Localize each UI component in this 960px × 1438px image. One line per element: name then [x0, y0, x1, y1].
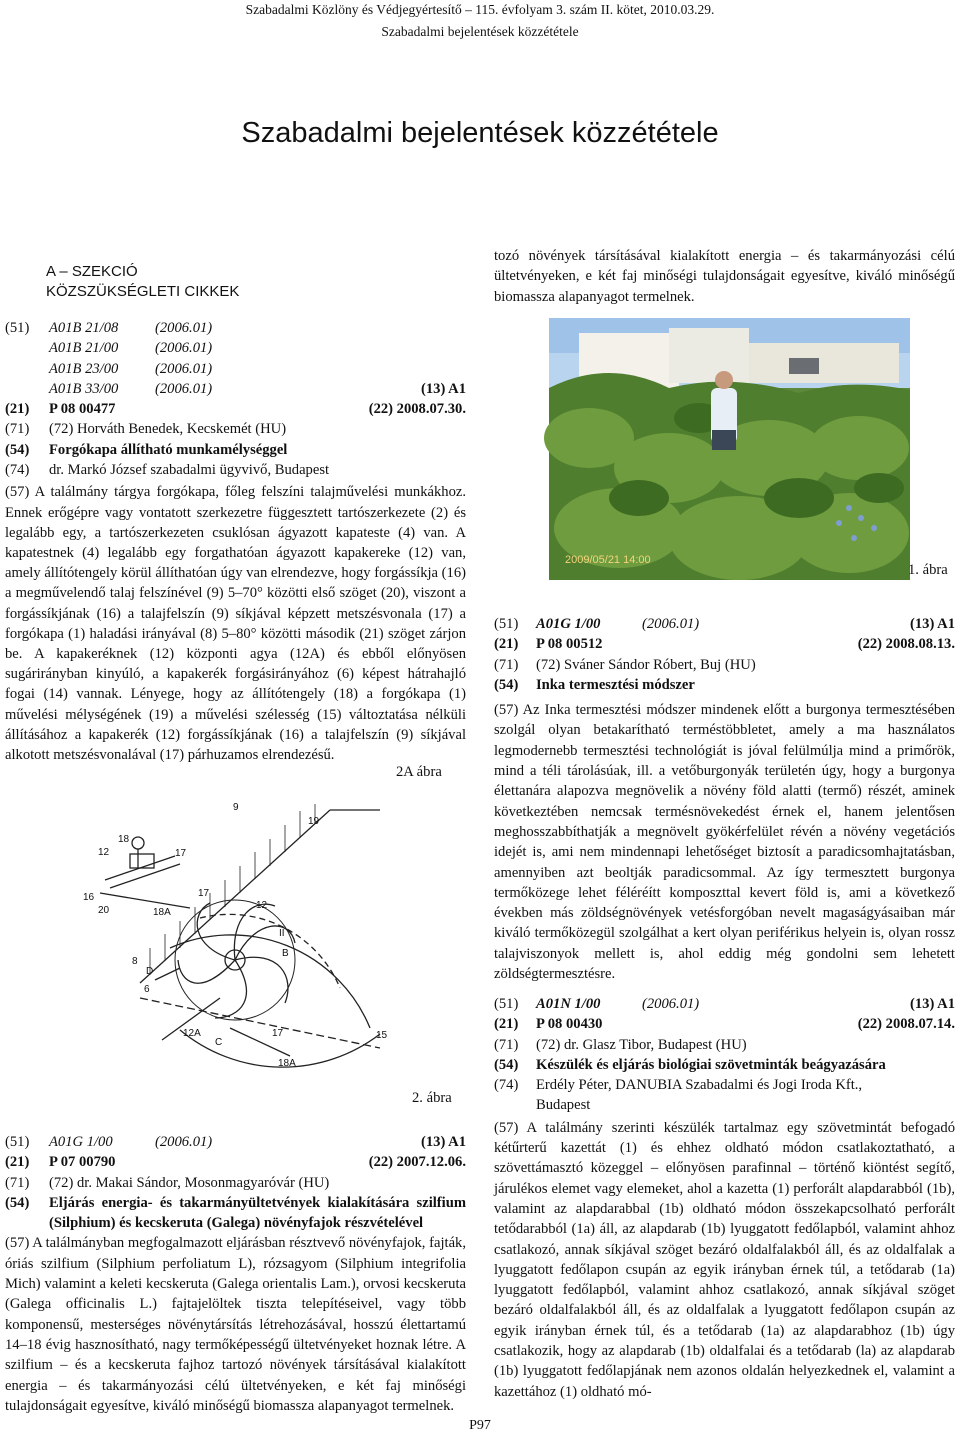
field-photo [549, 318, 910, 580]
page-number: P97 [469, 1418, 491, 1433]
class-code: A01B 21/00 [49, 340, 119, 357]
field-code-71: (71) [494, 1036, 519, 1053]
label-18: 18 [118, 834, 130, 845]
label-b: B [282, 948, 289, 959]
figure-label-2a: 2A ábra [396, 764, 442, 780]
applicant: (72) dr. Makai Sándor, Mosonmagyaróvár (HU) [49, 1174, 330, 1191]
applicant: (72) dr. Glasz Tibor, Budapest (HU) [536, 1036, 747, 1053]
kind-code: (13) A1 [421, 380, 466, 397]
title-row [494, 1055, 955, 1075]
class-date: (2006.01) [155, 1134, 213, 1150]
entry-3 [494, 614, 955, 984]
application-number: P 07 00790 [49, 1154, 116, 1171]
filing-date: (22) 2008.07.14. [857, 1016, 955, 1033]
label-9: 9 [233, 802, 239, 813]
class-row [5, 1132, 466, 1152]
tiller-drawing [80, 798, 400, 1094]
label-17: 17 [175, 848, 187, 859]
agent-row [494, 1075, 955, 1095]
class-code: A01B 21/08 [49, 320, 119, 336]
class-code: A01B 33/00 [49, 380, 119, 397]
kind-code: (13) A1 [910, 996, 955, 1012]
kind-code: (13) A1 [421, 1134, 466, 1150]
figure-label-2: 2. ábra [412, 1090, 452, 1106]
filing-date: (22) 2008.07.30. [368, 401, 466, 418]
label-18a-b: 18A [278, 1058, 296, 1069]
class-date: (2006.01) [155, 360, 213, 377]
applicant: (72) Horváth Benedek, Kecskemét (HU) [49, 421, 287, 438]
field-code-74: (74) [494, 1077, 519, 1094]
field-code-71: (71) [5, 421, 30, 438]
class-date: (2006.01) [642, 616, 700, 632]
field-code-51: (51) [5, 320, 30, 336]
field-code-54: (54) [494, 676, 519, 693]
field-code-51: (51) [494, 996, 519, 1012]
label-20: 20 [98, 905, 110, 916]
kind-code: (13) A1 [910, 616, 955, 632]
invention-title: Forgókapa állítható munkamélységgel [49, 441, 288, 458]
journal-header: Szabadalmi Közlöny és Védjegyértesítő – 115. évfolyam 3. szám II. kötet, 2010.03.29. [245, 2, 715, 17]
field-code-71: (71) [494, 656, 519, 673]
field-code-21: (21) [5, 401, 30, 418]
class-code: A01N 1/00 [536, 996, 601, 1012]
label-17b: 17 [198, 888, 210, 899]
abstract: (57) A találmányban megfogalmazott eljárásban résztvevő növényfajok, fajták, óriás szilfium (Silphium perfoliatum L), rózsagyom (Silphium integrifolia Mich) valamint a keleti kecskeruta (Galega orientalis Lam.), orvosi kecskeruta (Galega officinalis L.) fajtajelöltek tiszta telepítéseivel, vagy több komponensű, mesterséges növénytársítás létrehozásával, hosszú élettartamú 14–18 évig hasznosítható, nagy termőképességű ültetvényeket hoznak létre. A szilfium – és a kecskeruta fajhoz tartozó növények társításával kialakított energia – és takarmányozási célú ültetvényeken, e két faj minőségi tulajdonságait egyesítve, kiváló minőségű biomassza alapanyagot termelnek. [5, 1235, 466, 1414]
agent-row-2 [494, 1095, 955, 1115]
title-row [5, 1193, 466, 1234]
field-code-71: (71) [5, 1174, 30, 1191]
label-16: 16 [83, 892, 95, 903]
class-code: A01B 23/00 [49, 360, 119, 377]
application-number: P 08 00477 [49, 401, 116, 418]
filing-date: (22) 2008.08.13. [857, 636, 955, 653]
applicant-row [494, 1035, 955, 1055]
label-8: 8 [132, 956, 138, 967]
entry-2 [5, 1132, 466, 1414]
label-18a: 18A [153, 907, 171, 918]
class-date: (2006.01) [155, 380, 213, 397]
class-date: (2006.01) [642, 996, 700, 1012]
label-ii: II [279, 928, 285, 939]
label-12b: 12 [256, 900, 268, 911]
class-row [5, 359, 466, 379]
section-header: Szabadalmi bejelentések közzététele [381, 24, 579, 39]
application-row [5, 1152, 466, 1172]
label-d: D [146, 966, 154, 977]
abstract-continuation: tozó növények társításával kialakított energia – és takarmányozási célú ültetvényeken, e két faj minőségi tulajdonságait egyesítve, kiváló minőségű biomassza alapanyagot termelnek. [494, 248, 955, 305]
field-code-54: (54) [5, 441, 30, 458]
figure-label-1: 1. ábra [908, 562, 948, 578]
label-c: C [215, 1037, 223, 1048]
applicant-row [494, 655, 955, 675]
photo-timestamp: 2009/05/21 14:00 [565, 554, 651, 566]
application-row [5, 399, 466, 419]
label-17c: 17 [272, 1028, 284, 1039]
class-row [5, 338, 466, 358]
section-line-2: KÖZSZÜKSÉGLETI CIKKEK [46, 283, 240, 300]
field-code-21: (21) [494, 636, 519, 653]
title-row [5, 440, 466, 460]
agent-row [5, 460, 466, 480]
label-15: 15 [376, 1030, 388, 1041]
section-heading [46, 262, 239, 302]
class-code: A01G 1/00 [536, 616, 601, 632]
abstract: (57) A találmány tárgya forgókapa, főleg felszíni talajművelési munkákhoz. Ennek erőgépre vagy vontatott szerkezetre függesztett tartószerkezete (2) és legalább egy, a tartószerkezeten csuklósan ágyazott kapateste (4) van. A kapatestnek (4) legalább egy forgathatóan ágyazott kapakereke (12) van, amely állítótengely körül állíthatóan úgy van elrendezve, hogy forgássíkja (16) a megművelendő talaj felszínével (9) 5–70° közötti első szöget (20), viszont a forgássíkjának (16) a talajfelszín (9) síkjával képzett metszésvonala (17) a forgókapa (1) haladási irányával (8) 5–80° közötti második (21) szöget zárjon be. A kapakeréknek (12) központi agya (12A) és ebből előnyösen sugárirányban kinyúló, a kapakerék forgásirányához (6) képest hátrahajló fogai (14) vannak. Lényege, hogy az állítótengely (18) a forgókapa (1) művelési mélységének (19) a művelési szélesség (15) változtatása nélküli állításához a kapakerék (12) forgássíkjának (16) a talajfelszín (9) síkjával alkotott metszésvonalával (17) párhuzamos elrendezésű. [5, 484, 466, 764]
field-code-51: (51) [494, 616, 519, 632]
field-code-74: (74) [5, 462, 30, 479]
class-date: (2006.01) [155, 320, 213, 336]
application-number: P 08 00512 [536, 636, 603, 653]
class-row [494, 614, 955, 634]
applicant-row [5, 419, 466, 439]
applicant: (72) Sváner Sándor Róbert, Buj (HU) [536, 656, 756, 673]
class-row [5, 379, 466, 399]
title-row [494, 675, 955, 695]
abstract: (57) A találmány szerinti készülék tartalmaz egy szövetmintát befogadó kétűrterű kazettát (1) és ehhez oldható módon csatlakoztatható, a szövettámasztó közeggel – előnyösen parafinnal – történő kiöntést segítő, járulékos elemet vagy elemeket, ahol a kazetta (1) perforált alapdarabból (1b), valamint az alapdarabbal (1b) oldható módon összekapcsolható perforált tetődarabból (1a) áll, az alapdarab (1b) lyuggatott fedőlapból, valamint ahhoz csatlakozó, annak síkjával szöget bezáró oldalfalakból áll, és az oldalfalak a lyuggatott fedőlapon csupán az egyik irányban érnek túl, a tetődarab (1a) lyuggatott fedőlapból, valamint ahhoz csatlakozó, annak síkjával szöget bezáró oldalfalakból áll, és az oldalfalak a lyuggatott fedőlapon csupán az egyik irányban érnek túl, és a tetődarab (1a) az alapdarabhoz (1b) úgy csatlakozik, hogy az alapdarab (1b) oldalfalai és a tetődarab (la) az alapdarab (1b) lyuggatott fedőlapjának nem azonos oldalán helyezkednek el, valamint a kazettához (1) oldható mó- [494, 1119, 955, 1400]
application-row [494, 634, 955, 654]
abstract: (57) Az Inka termesztési módszer mindenek előtt a burgonya termesztésében szolgál olyan betakarítható terméstöbbletet, amely a ma használatos legmodernebb termesztési technológiát is jóval felülmúlja mind a primőrök, mind a téli tárolásúak, ill. a vetőburgonyák területén úgy, hogy a burgonya élettanára alapozva megnövelik a növény föld alatti (termő) részét, aminek következtében nemcsak termésnövekedést érnek el, hanem jelentősen meghosszabbíthatják a megnövelt gyökérfelület révén a növény vegetációs idejét is, ami nem mindennapi lehetőséget biztosít a paradicsomhajtatásban, amennyiben azt beoltják paradicsommal. Az így termesztett burgonya termőközege lehet féléréítt komposzttal kevert föld is, ami a következő években más zöldségnövények vetésforgóban nevelt magaságyásaiban már kiváló termőközegül szolgálhat a kert olyan periférikus helyein is, olyan rossz talajviszonyok mellett is, ahol eddig még gondolni sem lehetett zöldségtermesztésre. [494, 702, 955, 983]
agent-city: Budapest [536, 1097, 591, 1114]
field-code-54: (54) [494, 1056, 519, 1073]
application-row [494, 1014, 955, 1034]
applicant-row [5, 1173, 466, 1193]
field-code-54: (54) [5, 1194, 30, 1211]
section-line-1: A – SZEKCIÓ [46, 263, 138, 280]
field-code-21: (21) [494, 1016, 519, 1033]
filing-date: (22) 2007.12.06. [368, 1154, 466, 1171]
class-row [494, 994, 955, 1014]
field-code-51: (51) [5, 1134, 30, 1150]
application-number: P 08 00430 [536, 1016, 603, 1033]
invention-title: Eljárás energia- és takarmányültetvények kialakítására szilfium (Silphium) és kecskeruta (Galega) növényfajok részvételével [49, 1194, 466, 1232]
class-code: A01G 1/00 [49, 1134, 113, 1150]
field-code-21: (21) [5, 1154, 30, 1171]
label-6: 6 [144, 984, 150, 995]
entry-4 [494, 994, 955, 1402]
invention-title: Inka termesztési módszer [536, 676, 695, 693]
agent: dr. Markó József szabadalmi ügyvivő, Budapest [49, 462, 330, 479]
entry-1 [5, 318, 466, 765]
invention-title: Készülék és eljárás biológiai szövetminták beágyazására [536, 1056, 886, 1073]
photo-scene [549, 318, 910, 580]
label-19: 19 [308, 816, 320, 827]
class-date: (2006.01) [155, 340, 213, 357]
class-row [5, 318, 466, 338]
page-title: Szabadalmi bejelentések közzététele [241, 117, 719, 149]
agent: Erdély Péter, DANUBIA Szabadalmi és Jogi Iroda Kft., [536, 1077, 863, 1094]
label-12a: 12A [183, 1028, 201, 1039]
label-12: 12 [98, 847, 110, 858]
